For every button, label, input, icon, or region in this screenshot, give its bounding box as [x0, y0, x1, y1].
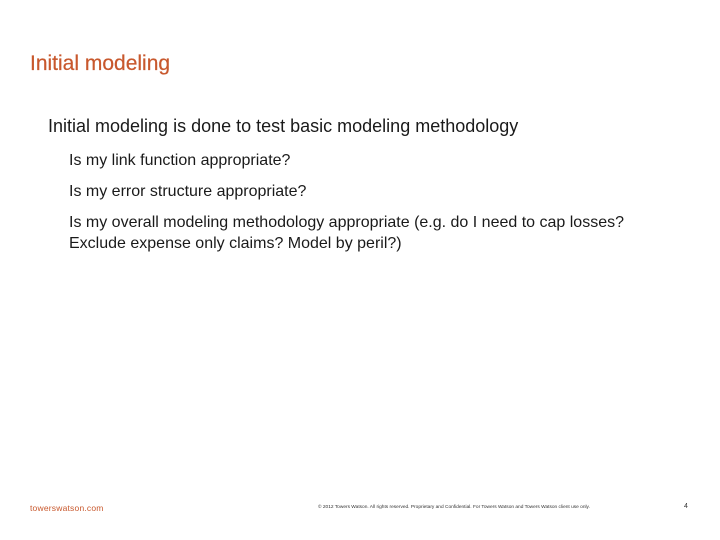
slide-title: Initial modeling — [30, 52, 171, 75]
sub-bullet-text: Is my error structure appropriate? — [69, 183, 307, 200]
bullet-text: Initial modeling is done to test basic modeling methodology — [48, 116, 519, 136]
sub-bullet-item — [52, 212, 680, 254]
page-number: 4 — [684, 503, 688, 510]
sub-bullet-item — [52, 181, 680, 202]
footer-copyright: © 2012 Towers Watson. All rights reserved. Proprietary and Confidential. For Towers Watson and Towers Watson client use only. — [318, 505, 590, 510]
bullet-list — [30, 114, 680, 264]
sub-bullet-text: Is my link function appropriate? — [69, 152, 291, 169]
sub-bullet-text: Is my overall modeling methodology appropriate (e.g. do I need to cap losses? Exclude expense only claims? Model by peril?) — [69, 214, 624, 252]
footer-website: towerswatson.com — [30, 503, 104, 513]
sub-bullet-item — [52, 150, 680, 171]
bullet-item — [30, 114, 680, 138]
